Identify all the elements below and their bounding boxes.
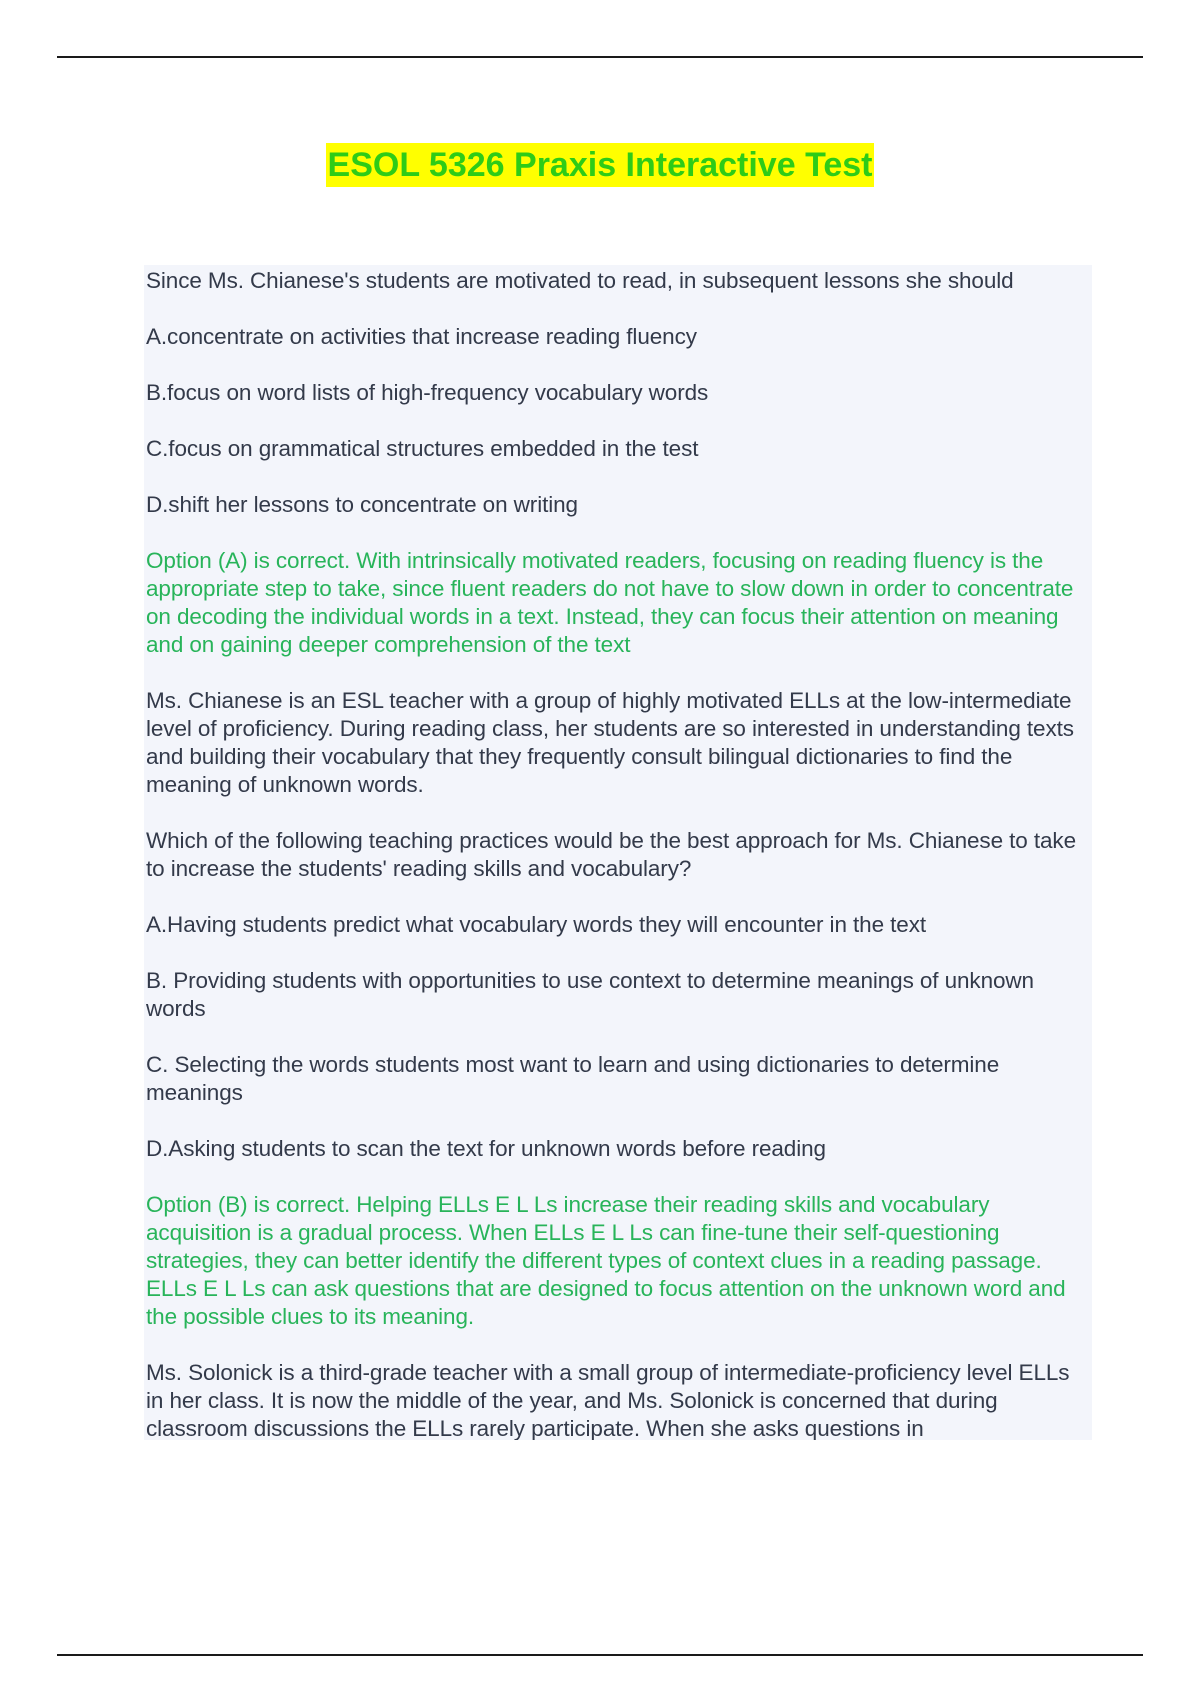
question-scenario: Ms. Solonick is a third-grade teacher with a small group of intermediate-proficiency level ELLs in her class. It is now the middle of the year, and Ms. Solonick is concerned that during classroom discussions the ELLs rarely participate. When she asks questions in [146,1360,1070,1440]
option-c-text: C.focus on grammatical structures embedded in the test [146,436,699,461]
option-d-text: D.Asking students to scan the text for unknown words before reading [146,1136,826,1161]
content-panel [144,265,1092,1440]
title-container [0,143,1200,187]
answer-explanation: Option (A) is correct. With intrinsically motivated readers, focusing on reading fluency is the appropriate step to take, since fluent readers do not have to slow down in order to concentrate on decoding the individual words in a text. Instead, they can focus their attention on meaning and on gaining deeper comprehension of the text [146,548,1074,657]
question-text: Which of the following teaching practices would be the best approach for Ms. Chianese to take to increase the students' reading skills and vocabulary? [146,828,1076,881]
option-b-text: B. Providing students with opportunities to use context to determine meanings of unknown words [146,968,1034,1021]
top-rule [57,56,1143,58]
option-c-text: C. Selecting the words students most want to learn and using dictionaries to determine meanings [146,1052,1000,1105]
question-scenario: Ms. Chianese is an ESL teacher with a group of highly motivated ELLs at the low-intermediate level of proficiency. During reading class, her students are so interested in understanding texts and building their vocabulary that they frequently consult bilingual dictionaries to find the meaning of unknown words. [146,688,1074,797]
answer-explanation: Option (B) is correct. Helping ELLs E L Ls increase their reading skills and vocabulary acquisition is a gradual process. When ELLs E L Ls can fine-tune their self-questioning strategies, they can better identify the different types of context clues in a reading passage. ELLs E L Ls can ask questions that are designed to focus attention on the unknown word and the possible clues to its meaning. [146,1192,1066,1329]
option-d-text: D.shift her lessons to concentrate on writing [146,492,578,517]
page-title: ESOL 5326 Praxis Interactive Test [326,143,875,187]
option-a-text: A.concentrate on activities that increase reading fluency [146,324,697,349]
option-b-text: B.focus on word lists of high-frequency vocabulary words [146,380,709,405]
question-text: Since Ms. Chianese's students are motivated to read, in subsequent lessons she should [146,268,1014,293]
bottom-rule [57,1654,1143,1656]
option-a-text: A.Having students predict what vocabulary words they will encounter in the text [146,912,927,937]
